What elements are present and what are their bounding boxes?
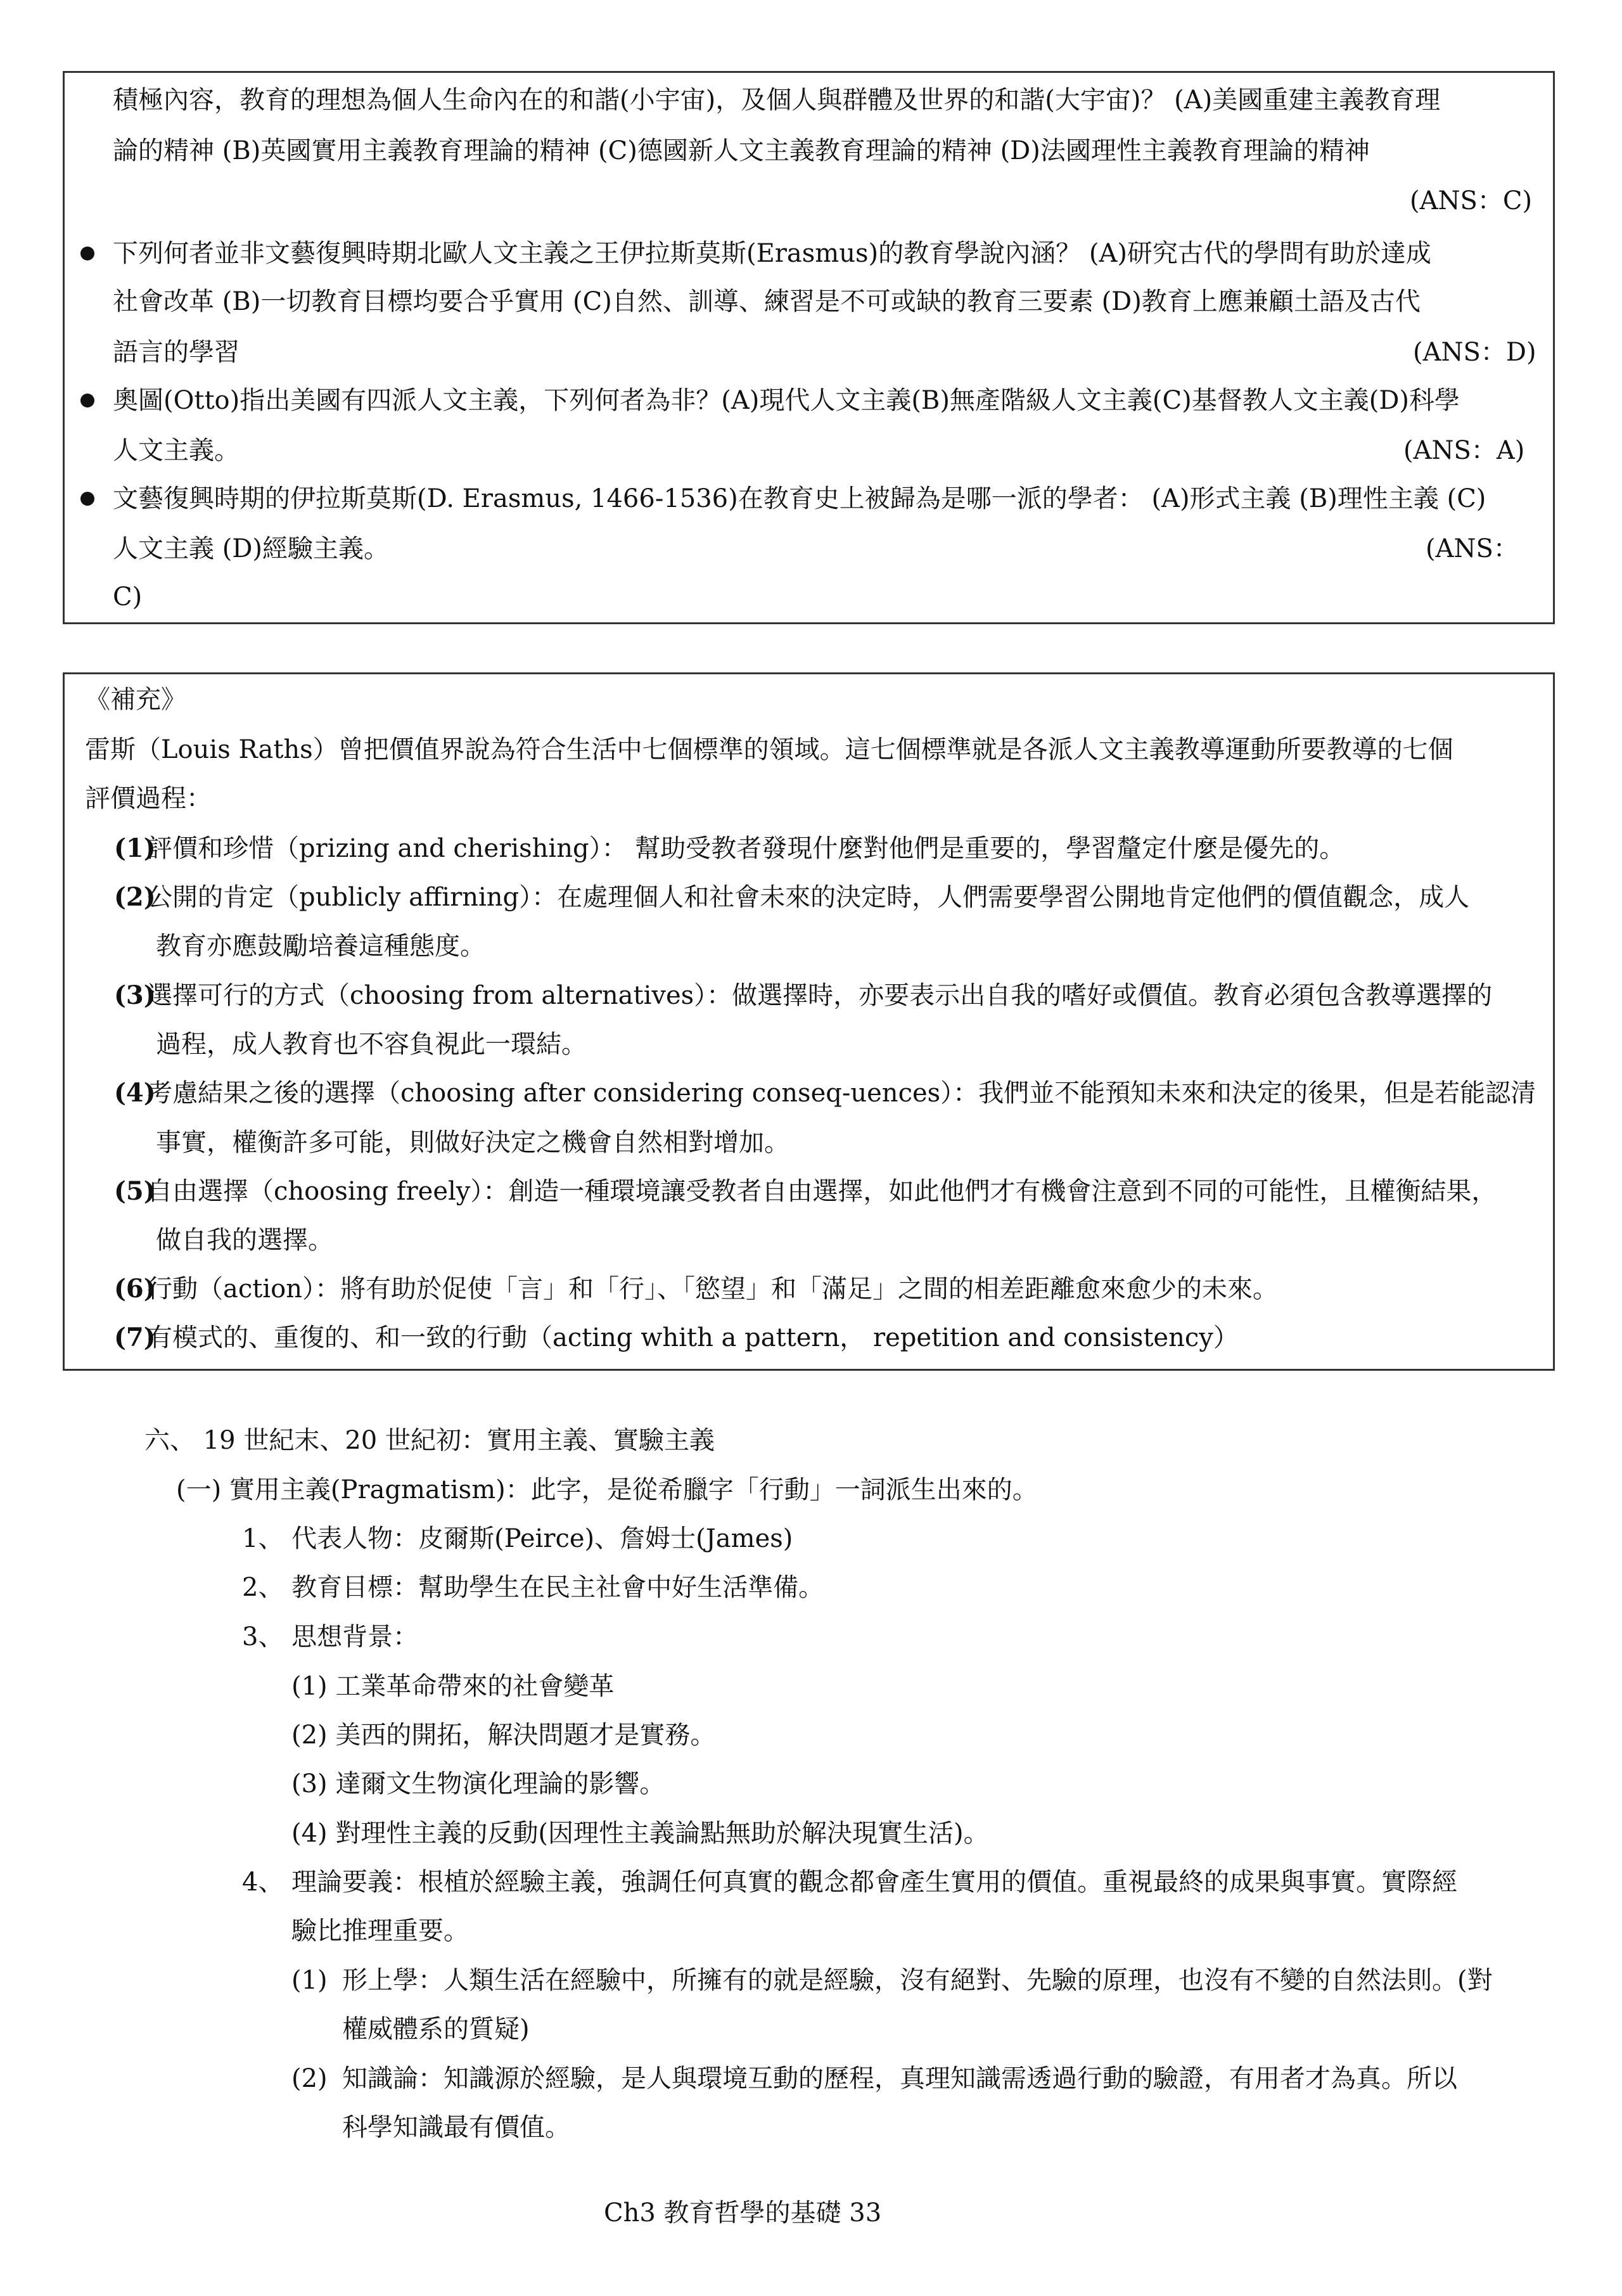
q0-line1: 積極內容，教育的理想為個人生命內在的和諧(小宇宙)，及個人與群體及世界的和諧(大宇宙)？ (A)美國重建主義教育理 (113, 86, 1441, 115)
item-number: (5) (114, 1176, 156, 1206)
q0-line2: 論的精神 (B)英國實用主義教育理論的精神 (C)德國新人文主義教育理論的精神 (D)法國理性主義教育理論的精神 (113, 136, 1370, 165)
item-4-line1: 考慮結果之後的選擇（choosing after considering conseq-uences）：我們並不能預知未來和決定的後果，但是若能認清 (147, 1079, 1536, 1108)
item-3-line2: 過程，成人教育也不容負視此一環結。 (156, 1030, 587, 1059)
point-4-item-number: (1) (291, 1966, 328, 1995)
q1-answer: (ANS：D) (1413, 338, 1536, 367)
item-2-line1: 公開的肯定（publicly affirning）：在處理個人和社會未來的決定時，人們需要學習公開地肯定他們的價值觀念，成人 (147, 883, 1470, 912)
point-4-item-1-line2: 權威體系的質疑) (342, 2015, 530, 2044)
subsection-heading: (一) 實用主義(Pragmatism)：此字，是從希臘字「行動」一詞派生出來的。 (176, 1475, 1038, 1504)
point-4-item-1-line1: 形上學：人類生活在經驗中，所擁有的就是經驗，沒有絕對、先驗的原理，也沒有不變的自然法則。(對 (342, 1966, 1493, 1995)
point-4-line2: 驗比推理重要。 (291, 1916, 469, 1946)
point-3-item-1: (1) 工業革命帶來的社會變革 (291, 1672, 615, 1701)
q3-line2: 人文主義 (D)經驗主義。 (113, 534, 389, 563)
point-4-item-number: (2) (291, 2064, 328, 2093)
bullet-icon (80, 394, 94, 407)
item-number: (4) (114, 1078, 156, 1108)
point-3-item-3: (3) 達爾文生物演化理論的影響。 (291, 1769, 665, 1799)
item-6-line1: 行動（action）：將有助於促使「言」和「行」、「慾望」和「滿足」之間的相差距離愈來愈少的未來。 (147, 1274, 1278, 1304)
item-number: (6) (114, 1274, 156, 1304)
item-3-line1: 選擇可行的方式（choosing from alternatives）：做選擇時，亦要表示出自我的嗜好或價值。教育必須包含教導選擇的 (147, 981, 1493, 1010)
q1-line1: 下列何者並非文藝復興時期北歐人文主義之王伊拉斯莫斯(Erasmus)的教育學說內涵？ (A)研究古代的學問有助於達成 (113, 239, 1431, 268)
point-2: 2、 教育目標：幫助學生在民主社會中好生活準備。 (242, 1573, 824, 1602)
q0-answer: (ANS：C) (1410, 186, 1533, 215)
item-1-line1: 評價和珍惜（prizing and cherishing）： 幫助受教者發現什麼對他們是重要的，學習釐定什麼是優先的。 (147, 834, 1345, 863)
item-number: (7) (114, 1323, 156, 1352)
q1-line3: 語言的學習 (113, 338, 239, 367)
point-4-item-2-line2: 科學知識最有價值。 (342, 2113, 570, 2142)
item-2-line2: 教育亦應鼓勵培養這種態度。 (156, 932, 485, 961)
item-7-line1: 有模式的、重復的、和一致的行動（acting whith a pattern， repetition and consistency） (147, 1323, 1239, 1352)
q3-line3: C) (113, 582, 143, 612)
section-heading: 六、 19 世紀末、20 世紀初：實用主義、實驗主義 (144, 1426, 715, 1455)
q3-line1: 文藝復興時期的伊拉斯莫斯(D. Erasmus, 1466-1536)在教育史上被歸為是哪一派的學者： (A)形式主義 (B)理性主義 (C) (113, 484, 1486, 513)
point-4-item-2-line1: 知識論：知識源於經驗，是人與環境互動的歷程，真理知識需透過行動的驗證，有用者才為真。所以 (342, 2064, 1457, 2093)
item-4-line2: 事實，權衡許多可能，則做好決定之機會自然相對增加。 (156, 1128, 789, 1157)
point-3-item-4: (4) 對理性主義的反動(因理性主義論點無助於解決現實生活)。 (291, 1819, 989, 1848)
point-3-item-2: (2) 美西的開拓，解決問題才是實務。 (291, 1721, 716, 1750)
bullet-icon (80, 492, 94, 506)
page-footer: Ch3 教育哲學的基礎 33 (604, 2198, 882, 2228)
supplement-box (63, 672, 1555, 1371)
q3-answer: (ANS： (1426, 534, 1519, 563)
q2-answer: (ANS：A) (1403, 436, 1525, 465)
item-number: (1) (114, 833, 156, 863)
q1-line2: 社會改革 (B)一切教育目標均要合乎實用 (C)自然、訓導、練習是不可或缺的教育三要素 (D)教育上應兼顧土語及古代 (113, 287, 1421, 316)
item-number: (2) (114, 882, 156, 912)
q2-line2: 人文主義。 (113, 436, 239, 465)
point-4-line1: 4、 理論要義：根植於經驗主義，強調任何真實的觀念都會產生實用的價值。重視最終的成果與事實。實際經 (242, 1868, 1458, 1897)
point-1: 1、 代表人物：皮爾斯(Peirce)、詹姆士(James) (242, 1524, 793, 1553)
item-5-line2: 做自我的選擇。 (156, 1226, 333, 1255)
supplement-intro-line2: 評價過程： (85, 784, 212, 813)
point-3: 3、 思想背景： (242, 1622, 419, 1651)
supplement-heading: 《補充》 (85, 685, 186, 714)
item-number: (3) (114, 980, 156, 1010)
bullet-icon (80, 247, 94, 260)
item-5-line1: 自由選擇（choosing freely）：創造一種環境讓受教者自由選擇，如此他們才有機會注意到不同的可能性，且權衡結果， (147, 1177, 1497, 1206)
supplement-intro-line1: 雷斯（Louis Raths）曾把價值界說為符合生活中七個標準的領域。這七個標準就是各派人文主義教導運動所要教導的七個 (85, 735, 1453, 764)
q2-line1: 奧圖(Otto)指出美國有四派人文主義，下列何者為非？(A)現代人文主義(B)無產階級人文主義(C)基督教人文主義(D)科學 (113, 386, 1460, 415)
